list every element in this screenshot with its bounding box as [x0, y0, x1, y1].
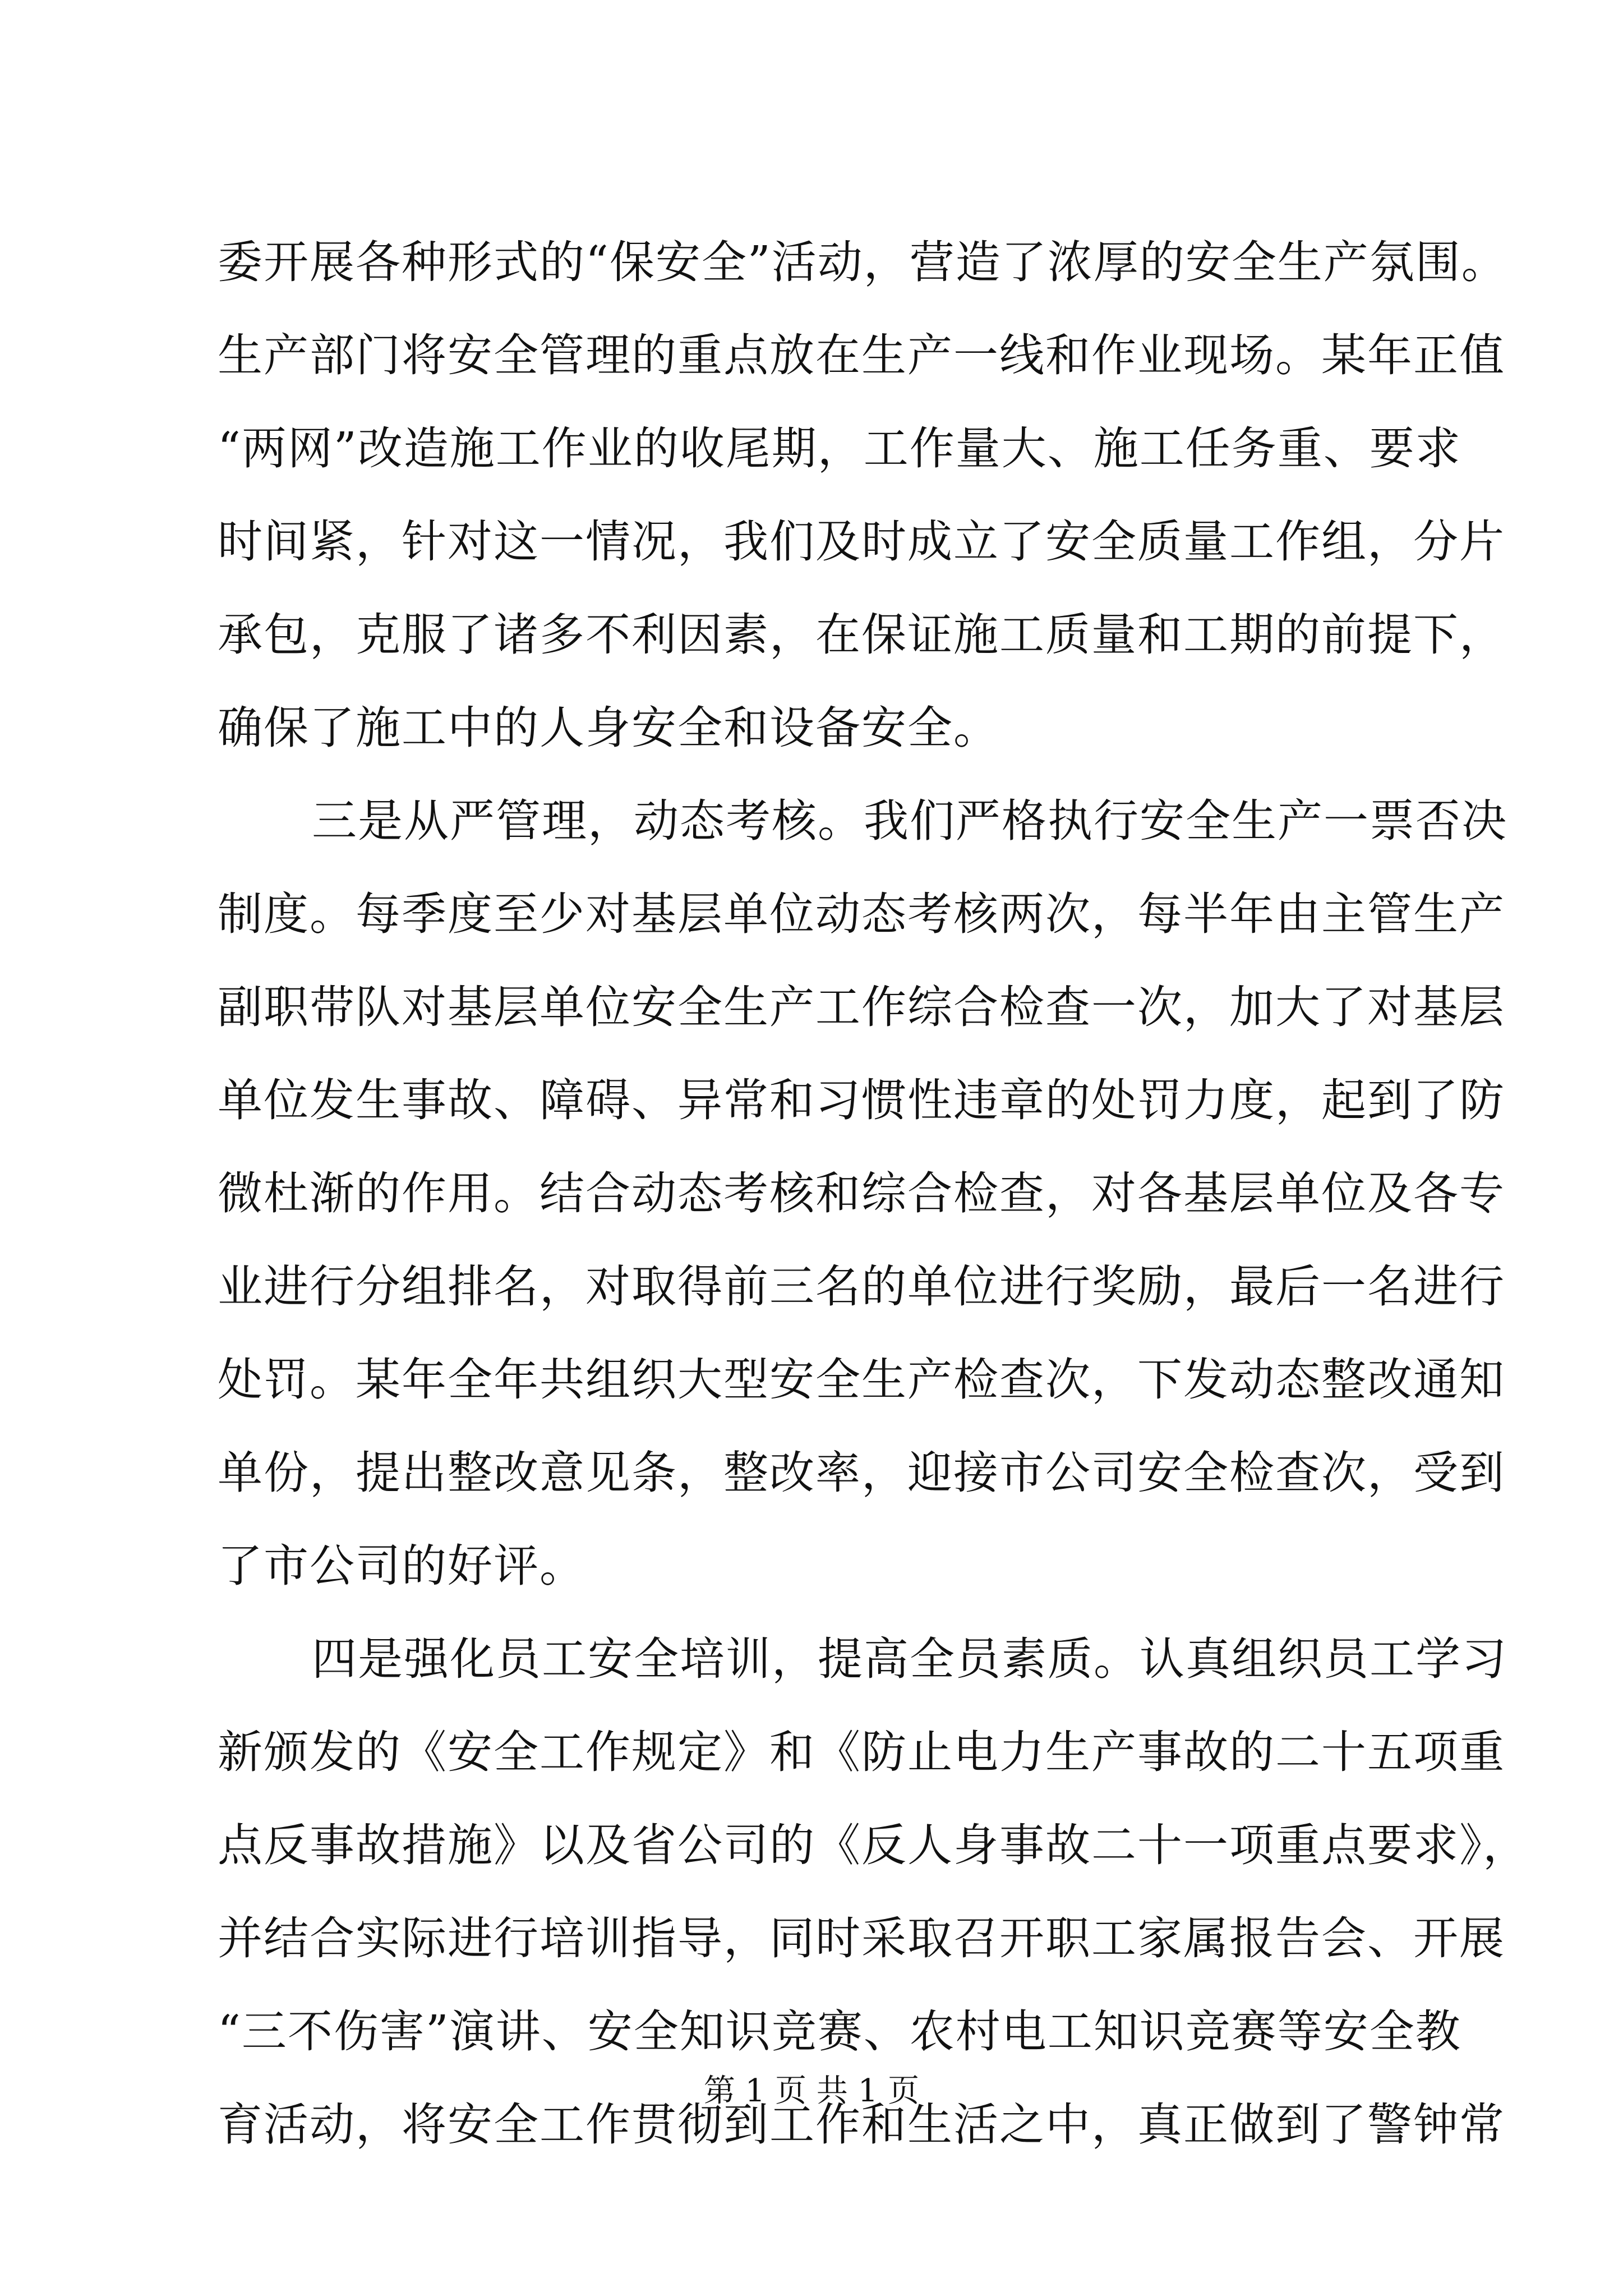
text-line: 单份，提出整改意见条，整改率，迎接市公司安全检查次，受到 [218, 1447, 1505, 1499]
document-body [218, 216, 1529, 2171]
text-line: 确保了施工中的人身安全和设备安全。 [218, 702, 999, 754]
text-line: 四是强化员工安全培训，提高全员素质。认真组织员工学习 [312, 1633, 1507, 1685]
text-line: 了市公司的好评。 [218, 1540, 585, 1592]
text-line: 委开展各种形式的“保安全”活动，营造了浓厚的安全生产氛围。 [218, 236, 1507, 288]
paragraph-1 [218, 216, 1507, 775]
text-line: 点反事故措施》以及省公司的《反人身事故二十一项重点要求》， [218, 1819, 1529, 1871]
text-line: 业进行分组排名，对取得前三名的单位进行奖励，最后一名进行 [218, 1260, 1505, 1313]
text-line: 单位发生事故、障碍、异常和习惯性违章的处罚力度，起到了防 [218, 1074, 1505, 1126]
text-line: 三是从严管理，动态考核。我们严格执行安全生产一票否决 [312, 795, 1507, 847]
text-line: 处罚。某年全年共组织大型安全生产检查次，下发动态整改通知 [218, 1354, 1505, 1406]
page-number-label: 第 1 页 共 1 页 [703, 2073, 920, 2109]
text-line: “两网”改造施工作业的收尾期，工作量大、施工任务重、要求 [218, 422, 1461, 475]
paragraph-2 [218, 775, 1507, 1613]
text-line: 制度。每季度至少对基层单位动态考核两次，每半年由主管生产 [218, 888, 1505, 940]
text-line: 并结合实际进行培训指导，同时采取召开职工家属报告会、开展 [218, 1912, 1505, 1964]
text-line: 生产部门将安全管理的重点放在生产一线和作业现场。某年正值 [218, 329, 1505, 381]
text-line: 副职带队对基层单位安全生产工作综合检查一次，加大了对基层 [218, 981, 1505, 1033]
page-footer [0, 2069, 1623, 2114]
text-line: 承包，克服了诸多不利因素，在保证施工质量和工期的前提下， [218, 609, 1505, 661]
text-line: 育活动，将安全工作贯彻到工作和生活之中，真正做到了警钟常 [218, 2099, 1505, 2151]
text-line: 新颁发的《安全工作规定》和《防止电力生产事故的二十五项重 [218, 1726, 1505, 1778]
text-line: “三不伤害”演讲、安全知识竞赛、农村电工知识竞赛等安全教 [218, 2005, 1461, 2058]
text-line: 时间紧，针对这一情况，我们及时成立了安全质量工作组，分片 [218, 516, 1505, 568]
text-line: 微杜渐的作用。结合动态考核和综合检查，对各基层单位及各专 [218, 1167, 1505, 1220]
